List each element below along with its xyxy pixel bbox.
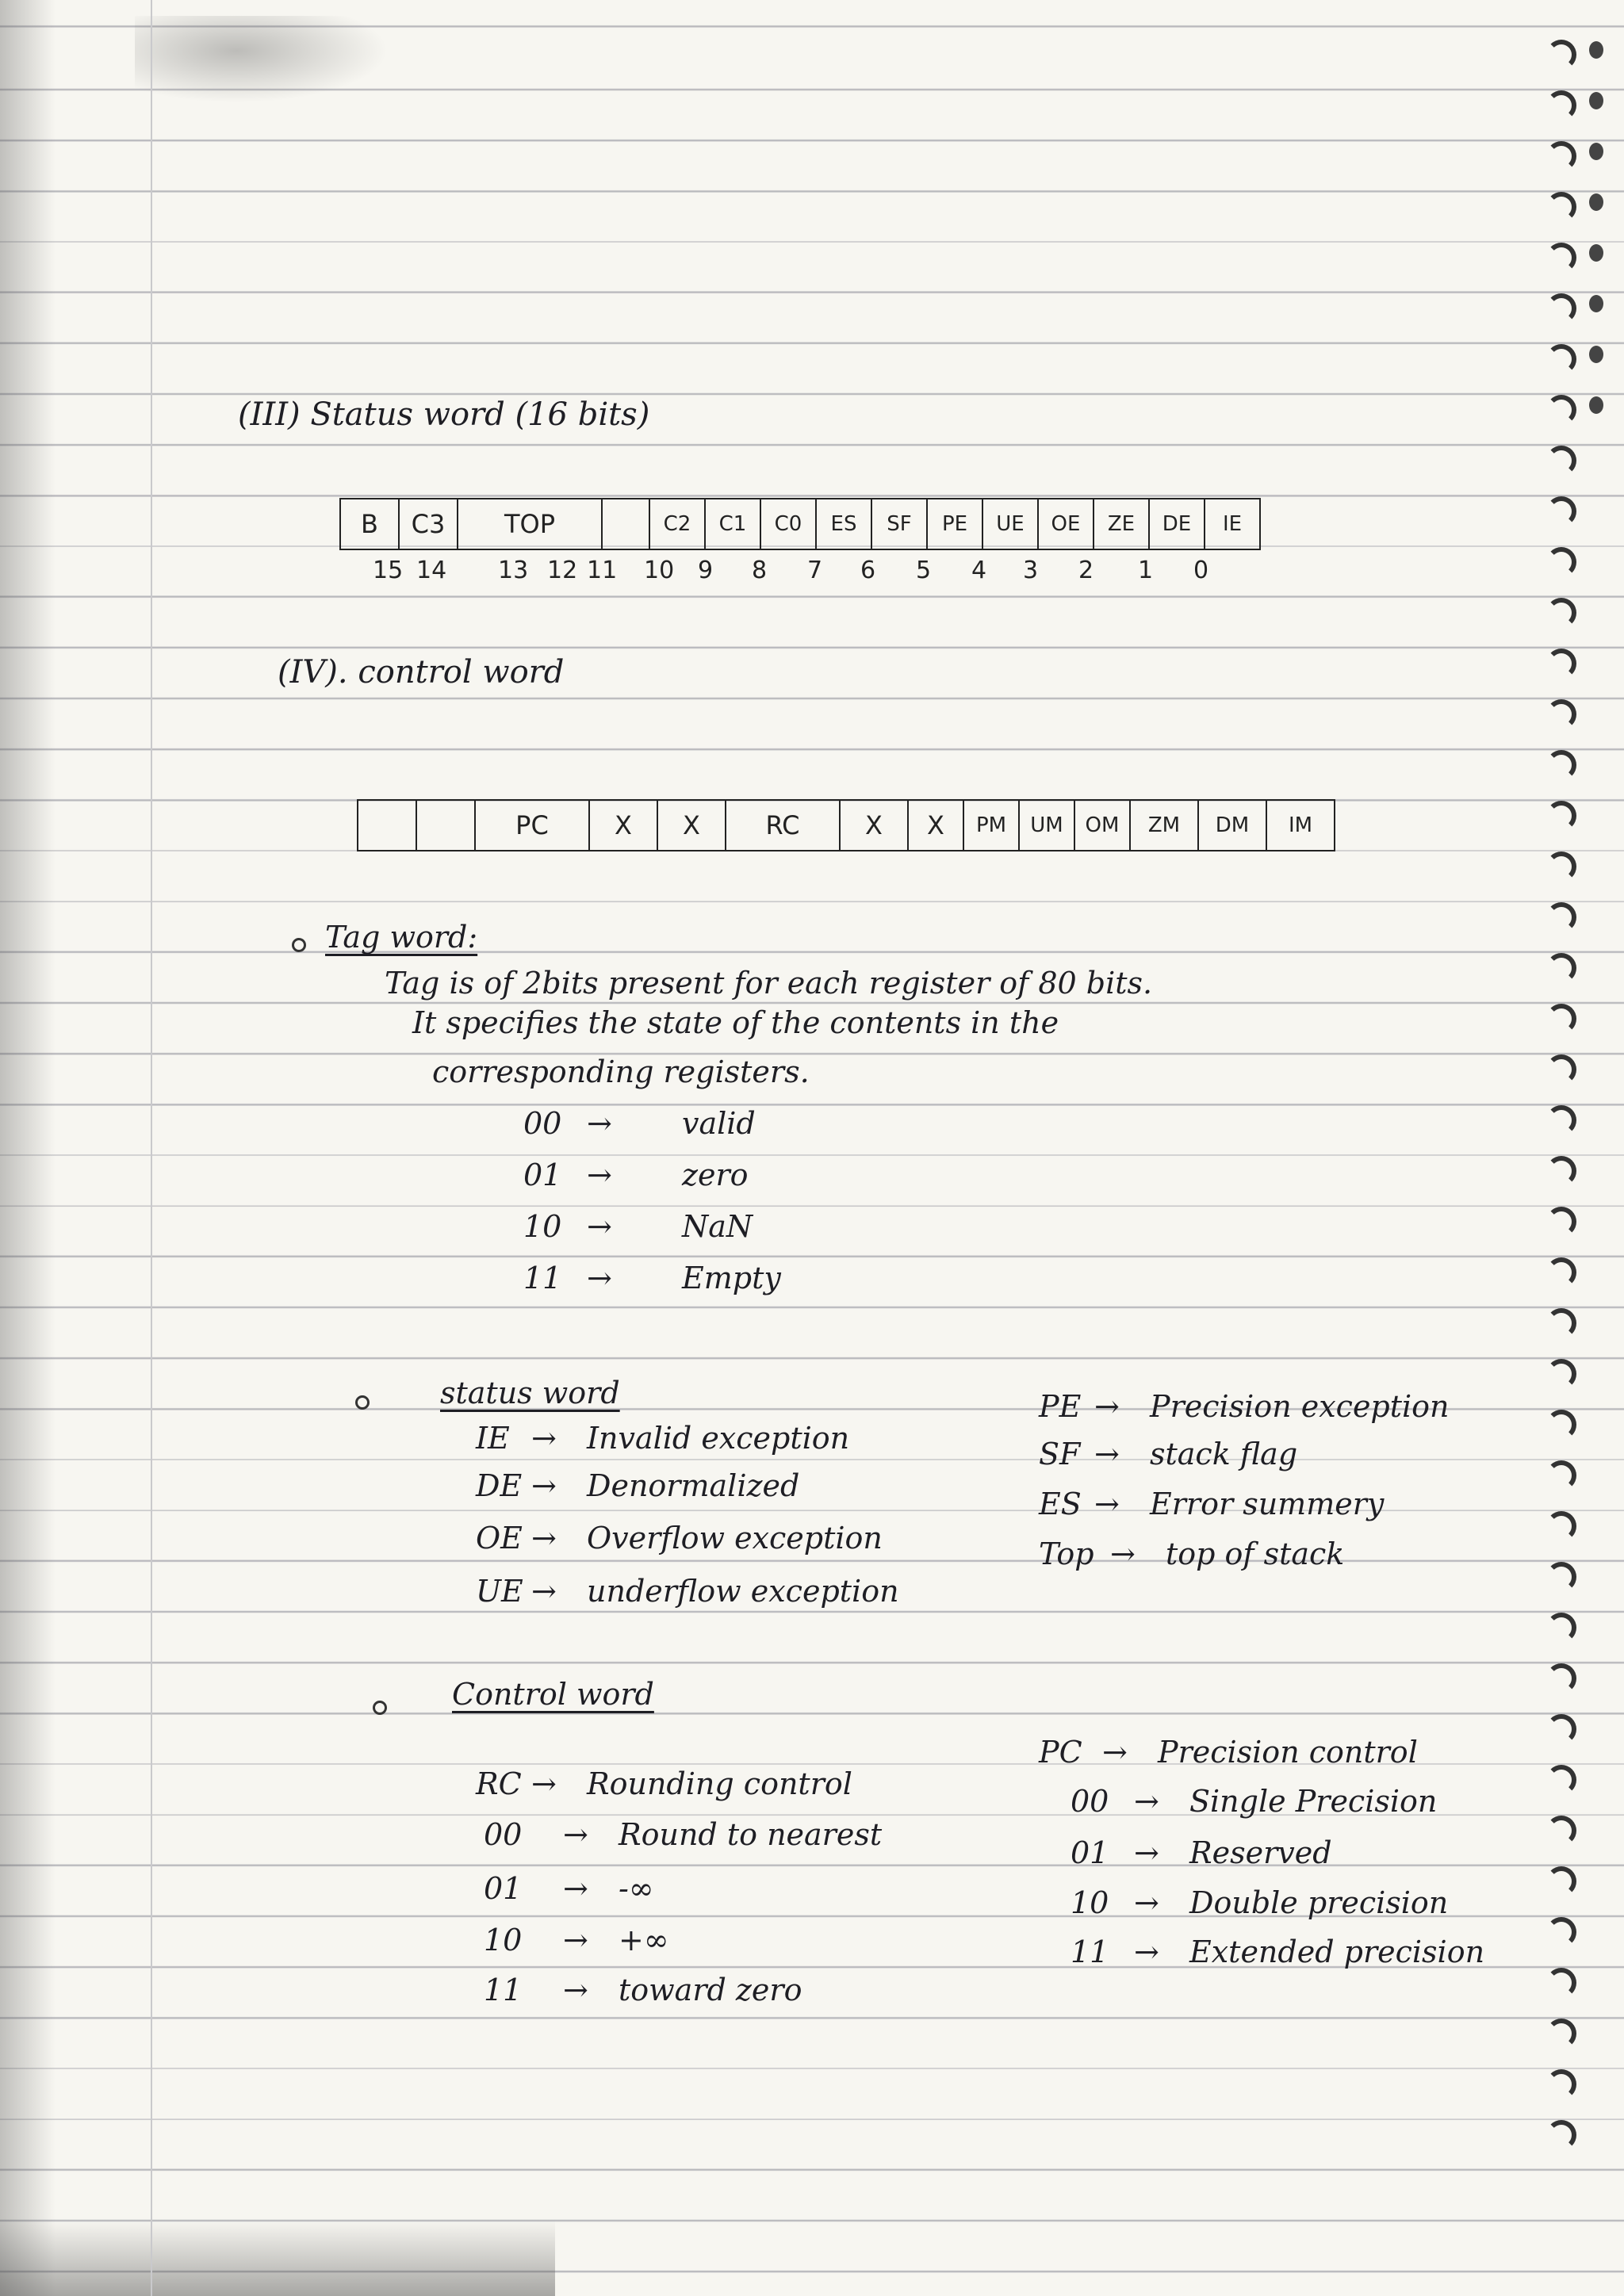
spiral-ring — [1546, 1410, 1576, 1440]
spiral-ring — [1546, 598, 1576, 628]
spiral-ring — [1546, 1917, 1576, 1947]
bit-cell: RC — [726, 801, 841, 850]
entry-key: Top — [1039, 1536, 1094, 1571]
entry-value: top of stack — [1166, 1536, 1345, 1571]
tag-word-line: Tag is of 2bits present for each register of 80 bits. — [385, 966, 1153, 1001]
tag-code: 01 — [523, 1158, 562, 1192]
scan-shadow-left — [0, 0, 56, 2296]
tag-meaning: zero — [682, 1158, 749, 1192]
entry-value: Rounding control — [587, 1766, 852, 1801]
status-word-bit-table — [339, 498, 1261, 550]
spiral-ring — [1546, 1562, 1576, 1592]
entry-key: DE — [476, 1468, 523, 1503]
bullet — [355, 1395, 370, 1410]
arrow-icon: → — [563, 1871, 588, 1906]
spiral-ring — [1546, 1156, 1576, 1186]
bit-cell: SF — [872, 499, 928, 549]
entry-value: Double precision — [1189, 1885, 1449, 1920]
bit-cell: DM — [1199, 801, 1267, 850]
spiral-ring — [1546, 2019, 1576, 2049]
entry-value: Round to nearest — [619, 1817, 883, 1852]
bit-number: 4 — [971, 557, 987, 584]
spiral-ring — [1546, 1054, 1576, 1085]
entry-key: PC — [1039, 1735, 1082, 1770]
spiral-ring — [1546, 547, 1576, 577]
tag-code: 10 — [523, 1209, 562, 1244]
tag-meaning: NaN — [682, 1209, 753, 1244]
arrow-icon: → — [587, 1158, 612, 1192]
spiral-ring — [1546, 649, 1576, 679]
spiral-ring — [1546, 90, 1576, 121]
spiral-ring — [1546, 395, 1576, 425]
bit-cell: C0 — [761, 499, 817, 549]
spiral-ring — [1546, 1511, 1576, 1541]
bit-cell: UE — [983, 499, 1039, 549]
spiral-ring — [1546, 1308, 1576, 1338]
bit-cell: ES — [817, 499, 872, 549]
arrow-icon: → — [531, 1468, 557, 1503]
arrow-icon: → — [587, 1261, 612, 1295]
bit-cell — [603, 499, 650, 549]
entry-value: +∞ — [619, 1923, 669, 1957]
bit-cell: X — [590, 801, 658, 850]
entry-value: Error summery — [1150, 1487, 1385, 1521]
entry-key: UE — [476, 1574, 523, 1609]
control-word-section-heading: Control word — [452, 1677, 654, 1712]
bit-number: 15 — [373, 557, 404, 584]
bit-cell: C2 — [650, 499, 706, 549]
bit-cell — [417, 801, 476, 850]
punch-hole — [1589, 295, 1603, 312]
entry-value: Denormalized — [587, 1468, 800, 1503]
arrow-icon: → — [1094, 1487, 1120, 1521]
bit-number: 9 — [698, 557, 714, 584]
arrow-icon: → — [1134, 1835, 1159, 1870]
tag-meaning: Empty — [682, 1261, 781, 1295]
tag-word-heading: Tag word: — [325, 920, 478, 955]
entry-key: 01 — [484, 1871, 523, 1906]
bit-cell — [358, 801, 417, 850]
entry-key: 11 — [484, 1973, 523, 2007]
entry-value: toward zero — [619, 1973, 802, 2007]
tag-word-line: corresponding registers. — [432, 1054, 810, 1089]
entry-value: Precision control — [1158, 1735, 1418, 1770]
arrow-icon: → — [587, 1106, 612, 1141]
bit-number: 3 — [1023, 557, 1039, 584]
spiral-ring — [1546, 2120, 1576, 2150]
entry-key: SF — [1039, 1437, 1081, 1471]
bit-number: 2 — [1078, 557, 1094, 584]
arrow-icon: → — [531, 1521, 557, 1556]
spiral-ring — [1546, 40, 1576, 70]
entry-key: OE — [476, 1521, 523, 1556]
entry-key: IE — [476, 1421, 510, 1456]
punch-hole — [1589, 244, 1603, 262]
arrow-icon: → — [531, 1766, 557, 1801]
arrow-icon: → — [1102, 1735, 1128, 1770]
entry-value: stack flag — [1150, 1437, 1298, 1471]
arrow-icon: → — [1134, 1934, 1159, 1969]
arrow-icon: → — [1094, 1437, 1120, 1471]
scan-shadow-bottom — [0, 2220, 555, 2296]
spiral-ring — [1546, 344, 1576, 374]
entry-key: 10 — [1071, 1885, 1109, 1920]
spiral-ring — [1546, 1105, 1576, 1135]
bit-cell: X — [909, 801, 964, 850]
entry-value: Reserved — [1189, 1835, 1332, 1870]
spiral-binding — [1537, 32, 1608, 2172]
entry-value: -∞ — [619, 1871, 654, 1906]
bit-cell: B — [341, 499, 400, 549]
entry-value: Extended precision — [1189, 1934, 1485, 1969]
arrow-icon: → — [563, 1817, 588, 1852]
entry-key: 00 — [484, 1817, 523, 1852]
spiral-ring — [1546, 1663, 1576, 1693]
bit-cell: C3 — [400, 499, 458, 549]
spiral-ring — [1546, 1460, 1576, 1490]
spiral-ring — [1546, 699, 1576, 729]
status-word-heading: status word — [440, 1376, 620, 1410]
entry-key: ES — [1039, 1487, 1082, 1521]
bit-number: 1 — [1138, 557, 1154, 584]
bit-number: 8 — [752, 557, 768, 584]
spiral-ring — [1546, 1866, 1576, 1896]
spiral-ring — [1546, 953, 1576, 983]
spiral-ring — [1546, 902, 1576, 932]
bit-number: 7 — [807, 557, 823, 584]
tag-code: 11 — [523, 1261, 562, 1295]
spiral-ring — [1546, 1207, 1576, 1237]
spiral-ring — [1546, 141, 1576, 171]
spiral-ring — [1546, 750, 1576, 780]
entry-key: PE — [1039, 1389, 1082, 1424]
arrow-icon: → — [1110, 1536, 1136, 1571]
bit-cell: IE — [1205, 499, 1261, 549]
entry-key: 00 — [1071, 1784, 1109, 1819]
bit-number: 13 — [498, 557, 529, 584]
bit-cell: PE — [928, 499, 983, 549]
bit-number: 11 — [587, 557, 618, 584]
bit-cell: X — [841, 801, 909, 850]
control-word-bit-table — [357, 799, 1335, 851]
spiral-ring — [1546, 1257, 1576, 1288]
punch-hole — [1589, 41, 1603, 59]
spiral-ring — [1546, 1004, 1576, 1034]
entry-value: Precision exception — [1150, 1389, 1450, 1424]
bit-number: 0 — [1193, 557, 1209, 584]
entry-value: underflow exception — [587, 1574, 899, 1609]
bit-cell: OE — [1039, 499, 1094, 549]
control-word-heading: (IV). control word — [278, 654, 565, 691]
spiral-ring — [1546, 851, 1576, 882]
punch-hole — [1589, 193, 1603, 211]
bullet — [373, 1701, 387, 1715]
entry-key: 11 — [1071, 1934, 1109, 1969]
spiral-ring — [1546, 1816, 1576, 1846]
bit-cell: IM — [1267, 801, 1335, 850]
arrow-icon: → — [1134, 1784, 1159, 1819]
arrow-icon: → — [531, 1574, 557, 1609]
spiral-ring — [1546, 192, 1576, 222]
bit-number: 6 — [860, 557, 876, 584]
spiral-ring — [1546, 1968, 1576, 1998]
tag-code: 00 — [523, 1106, 562, 1141]
bit-number: 12 — [547, 557, 578, 584]
spiral-ring — [1546, 1359, 1576, 1389]
entry-key: 10 — [484, 1923, 523, 1957]
bit-number: 5 — [916, 557, 932, 584]
bit-cell: X — [658, 801, 726, 850]
punch-hole — [1589, 346, 1603, 363]
spiral-ring — [1546, 293, 1576, 323]
bullet — [292, 938, 306, 952]
arrow-icon: → — [1134, 1885, 1159, 1920]
bit-cell: PM — [964, 801, 1020, 850]
punch-hole — [1589, 92, 1603, 109]
entry-value: Single Precision — [1189, 1784, 1438, 1819]
bit-number: 10 — [644, 557, 675, 584]
punch-hole — [1589, 143, 1603, 160]
spiral-ring — [1546, 243, 1576, 273]
tag-meaning: valid — [682, 1106, 756, 1141]
bit-cell: DE — [1150, 499, 1205, 549]
spiral-ring — [1546, 1613, 1576, 1643]
tag-word-line: It specifies the state of the contents in the — [412, 1005, 1059, 1040]
margin-line — [151, 0, 152, 2296]
spiral-ring — [1546, 496, 1576, 526]
spiral-ring — [1546, 446, 1576, 476]
status-word-16bit-heading: (III) Status word (16 bits) — [238, 396, 650, 433]
bit-cell: ZM — [1131, 801, 1199, 850]
punch-hole — [1589, 396, 1603, 414]
bit-cell: OM — [1075, 801, 1131, 850]
arrow-icon: → — [531, 1421, 557, 1456]
spiral-ring — [1546, 1765, 1576, 1795]
arrow-icon: → — [1094, 1389, 1120, 1424]
spiral-ring — [1546, 801, 1576, 831]
entry-key: RC — [476, 1766, 522, 1801]
arrow-icon: → — [563, 1923, 588, 1957]
arrow-icon: → — [563, 1973, 588, 2007]
spiral-ring — [1546, 1714, 1576, 1744]
bit-number: 14 — [416, 557, 447, 584]
entry-key: 01 — [1071, 1835, 1109, 1870]
bit-cell: UM — [1020, 801, 1075, 850]
scan-smudge-top — [135, 16, 389, 103]
bit-cell: TOP — [458, 499, 603, 549]
spiral-ring — [1546, 2069, 1576, 2099]
bit-cell: C1 — [706, 499, 761, 549]
bit-cell: PC — [476, 801, 590, 850]
bit-cell: ZE — [1094, 499, 1150, 549]
entry-value: Overflow exception — [587, 1521, 883, 1556]
arrow-icon: → — [587, 1209, 612, 1244]
entry-value: Invalid exception — [587, 1421, 850, 1456]
